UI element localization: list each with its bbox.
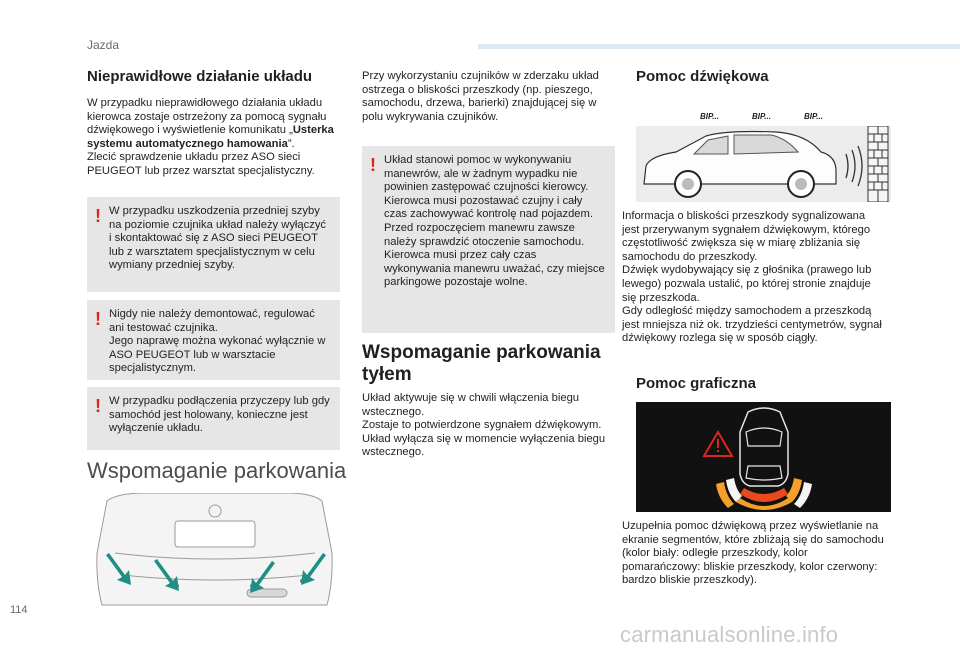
para-line: Dźwięk wydobywający się z głośnika (prawego lub lewego) pozwala ustalić, po której stronie znajduje się przeszkoda. [622,264,872,304]
visual-aid-screen [636,402,891,512]
page-number: 114 [10,604,28,616]
audible-aid-illustration [636,112,891,202]
sensors-paragraph: Przy wykorzystaniu czujników w zderzaku układ ostrzega o bliskości przeszkody (np. pieszego, samochodu, drzewa, barierki) znajdującej się w polu wykrywania czujników. [362,70,599,123]
watermark: carmanualsonline.info [620,622,839,647]
malfunction-paragraph [87,97,342,179]
warning-box-sensor [87,300,340,380]
bip-label: BIP... [700,112,719,121]
audible-aid-paragraph [622,210,884,346]
heading-audible-aid: Pomoc dźwiękowa [636,68,769,85]
para-part: W przypadku nieprawidłowego działania układu kierowca zostaje ostrzeżony za pomocą sygnału dźwiękowego i wyświetlenie komunikatu „ [87,97,327,137]
exclamation-icon: ! [95,309,101,329]
heading-rear-parking: Wspomaganie parkowania tyłem [362,342,601,385]
car-top-view-icon [740,408,788,486]
rear-bumper-illustration [87,493,342,608]
warning-box-trailer [87,387,340,450]
warning-text: Układ stanowi pomoc w wykonywaniu manewrów, ale w żadnym wypadku nie powinien zastępować czujności kierowcy. Kierowca musi pozostawać czujny i cały czas zachowywać kontrolę nad pojazdem. Przed rozpoczęciem manewru zawsze należy sprawdzić otoczenie samochodu. Kierowca musi przez cały czas wykonywania manewru uważać, czy miejsce parkingowe pozostaje wolne. [384,154,605,289]
car-side-icon [636,126,891,202]
warning-box-driver-attention [362,146,615,333]
heading-malfunction: Nieprawidłowe działanie układu [87,68,313,85]
warning-text: W przypadku uszkodzenia przedniej szyby na poziomie czujnika układ należy wyłączyć i skontaktować się z ASO sieci PEUGEOT lub z warsztatem specjalistycznym w celu wymiany przedniej szyby. [109,205,327,272]
exclamation-icon: ! [370,155,376,175]
section-label: Jazda [87,38,120,52]
warning-box-windshield [87,197,340,292]
exclamation-icon: ! [95,396,101,416]
para-part: ”. [287,137,295,150]
bip-label: BIP... [752,112,771,121]
para-part: Zlecić sprawdzenie układu przez ASO sieci PEUGEOT lub przez warsztat specjalistyczny. [87,151,315,177]
para-line: Gdy odległość między samochodem a przeszkodą jest mniejsza niż ok. trzydzieści centymetrów, sygnał dźwiękowy rozlega się w sposób ciągły. [622,305,882,345]
warning-text: W przypadku podłączenia przyczepy lub gdy samochód jest holowany, konieczne jest wyłączenie układu. [109,395,330,435]
para-line: Informacja o bliskości przeszkody sygnalizowana jest przerywanym sygnałem dźwiękowym, którego częstotliwość zwiększa się w miarę zbliżania się samochodu do przeszkody. [622,210,871,263]
header-bar [478,44,960,49]
para-bold: Usterka systemu automatycznego hamowania [87,124,334,150]
warning-text [109,308,330,376]
para-line: Układ wyłącza się w momencie wyłączenia biegu wstecznego. [362,432,606,459]
para-line: Układ aktywuje się w chwili włączenia biegu wstecznego. [362,392,580,418]
bip-label: BIP... [804,112,823,121]
section-title-parking-assist: Wspomaganie parkowania [87,458,347,483]
brick-wall-icon [868,126,888,202]
heading-visual-aid: Pomoc graficzna [636,375,757,392]
warning-line: Jego naprawę można wykonać wyłącznie w ASO PEUGEOT lub w warsztacie specjalistycznym. [109,335,326,375]
warning-line: Nigdy nie należy demontować, regulować ani testować czujnika. [109,308,315,334]
visual-aid-paragraph: Uzupełnia pomoc dźwiękową przez wyświetlanie na ekranie segmentów, które zbliżają się do samochodu (kolor biały: odległe przeszkody, kolor pomarańczowy: bliskie przeszkody, kolor czerwony: bardzo bliskie przeszkody). [622,520,884,587]
rear-parking-paragraph [362,392,612,460]
para-line: Zostaje to potwierdzone sygnałem dźwiękowym. [362,419,602,432]
exclamation-icon: ! [95,206,101,226]
